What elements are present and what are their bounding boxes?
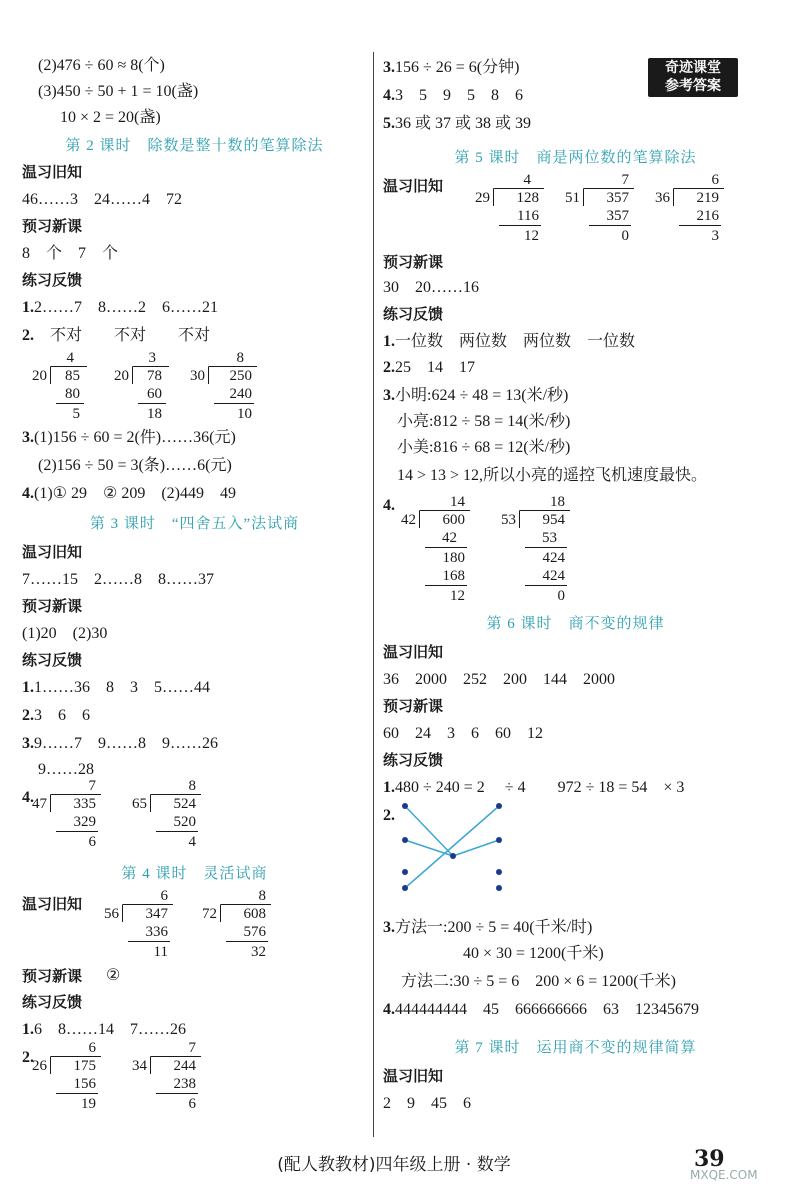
answer-text: 2……7 8……2 6……21 — [34, 299, 219, 316]
division-bracket — [50, 1056, 51, 1074]
division-bar — [584, 188, 634, 189]
subtract-line — [56, 831, 98, 832]
lesson-title: 第 6 课时 商不变的规律 — [486, 616, 665, 632]
item-number: 2. — [22, 1049, 34, 1066]
answer-line: 10 × 2 = 20(盏) — [60, 109, 161, 126]
long-division — [655, 172, 727, 248]
answer-line — [22, 1020, 186, 1040]
division-bracket — [150, 794, 151, 812]
division-bar — [51, 794, 101, 795]
section-heading: 预习新课 — [383, 697, 444, 715]
partial-product: 329 — [73, 814, 96, 830]
match-dot — [496, 869, 502, 875]
dividend: 347 — [145, 906, 168, 922]
badge-line2: 参考答案 — [665, 78, 721, 94]
subtract-line — [138, 403, 166, 404]
dividend: 78 — [147, 368, 162, 384]
division-bar — [221, 904, 271, 905]
match-dot — [402, 885, 408, 891]
division-bar — [51, 366, 87, 367]
subtract-line — [425, 585, 467, 586]
section-heading: 温习旧知 — [383, 643, 444, 661]
subtract-line — [499, 225, 541, 226]
answer-line — [383, 918, 592, 938]
item-number: 1. — [22, 1021, 34, 1038]
answer-line — [383, 332, 635, 352]
long-division — [132, 778, 204, 854]
dividend: 524 — [173, 796, 196, 812]
match-dot — [496, 803, 502, 809]
answer-line: 9……28 — [38, 761, 94, 778]
section-heading: 预习新课 — [22, 217, 83, 235]
subtract-line — [156, 831, 198, 832]
division-bracket — [493, 188, 494, 206]
answer-text: 小明:624 ÷ 48 = 13(米/秒) — [395, 387, 569, 404]
divisor: 53 — [501, 512, 516, 528]
section-heading: 练习反馈 — [383, 751, 444, 769]
answer-text: 6 8……14 7……26 — [34, 1021, 187, 1038]
long-division — [401, 494, 473, 606]
answer-text: 444444444 45 666666666 63 12345679 — [395, 1001, 700, 1018]
quotient: 6 — [160, 888, 168, 904]
long-division — [32, 778, 104, 854]
section-heading: 练习反馈 — [22, 651, 83, 669]
dividend: 85 — [65, 368, 80, 384]
answer-line: 30 20……16 — [383, 279, 480, 296]
answer-line: 8 个 7 个 — [22, 245, 119, 262]
partial-product: 576 — [243, 924, 266, 940]
divisor: 29 — [475, 190, 490, 206]
item-number: 4. — [22, 789, 34, 806]
match-dot — [402, 869, 408, 875]
partial-product: 424 — [542, 568, 565, 584]
partial-product: 336 — [145, 924, 168, 940]
match-dot — [496, 837, 502, 843]
divisor: 20 — [32, 368, 47, 384]
remainder: 6 — [88, 834, 96, 850]
quotient: 4 — [66, 350, 74, 366]
subtract-line — [679, 225, 721, 226]
answer-text: 方法一:200 ÷ 5 = 40(千米/时) — [395, 919, 593, 936]
answer-line — [22, 298, 218, 318]
partial-product: 240 — [229, 386, 252, 402]
answer-line — [22, 428, 236, 448]
dividend: 608 — [243, 906, 266, 922]
answer-line — [383, 86, 523, 106]
answer-line: 小美:816 ÷ 68 = 12(米/秒) — [397, 439, 571, 456]
division-bar — [494, 188, 544, 189]
partial-product: 156 — [73, 1076, 96, 1092]
answer-line: 40 × 30 = 1200(千米) — [463, 945, 604, 962]
section-heading: 练习反馈 — [22, 993, 83, 1011]
divisor: 42 — [401, 512, 416, 528]
subtract-line — [525, 547, 567, 548]
section-heading: 练习反馈 — [383, 305, 444, 323]
dividend: 250 — [229, 368, 252, 384]
item-number: 2. — [22, 327, 34, 344]
answer-text: 3 6 6 — [34, 707, 91, 724]
long-division — [32, 1040, 104, 1116]
match-dot — [496, 885, 502, 891]
page-footer — [0, 1150, 788, 1175]
division-bracket — [150, 1056, 151, 1074]
section-heading: 温习旧知 — [383, 1067, 444, 1085]
subtract-line — [425, 547, 467, 548]
division-bracket — [220, 904, 221, 922]
divisor: 51 — [565, 190, 580, 206]
section-heading: 温习旧知 — [22, 163, 83, 181]
dividend: 219 — [696, 190, 719, 206]
item-number: 3. — [22, 735, 34, 752]
answer-line: (3)450 ÷ 50 + 1 = 10(盏) — [38, 83, 199, 100]
answer-text: 一位数 两位数 两位数 一位数 — [395, 333, 636, 350]
answer-line — [22, 706, 90, 726]
item-number: 3. — [22, 429, 34, 446]
division-bracket — [50, 794, 51, 812]
division-bar — [51, 1056, 101, 1057]
answer-text: (1)① 29 ② 209 (2)449 49 — [34, 485, 237, 502]
item-number: 3. — [383, 387, 395, 404]
answer-text: 156 ÷ 26 = 6(分钟) — [395, 59, 520, 76]
item-number: 1. — [383, 333, 395, 350]
answer-line: 46……3 24……4 72 — [22, 191, 183, 208]
answer-line: 7……15 2……8 8……37 — [22, 571, 215, 588]
division-bar — [151, 794, 201, 795]
answer-line — [22, 678, 210, 698]
remainder: 12 — [524, 228, 539, 244]
remainder: 3 — [711, 228, 719, 244]
section-heading: 预习新课 — [22, 597, 83, 615]
item-number: 3. — [383, 59, 395, 76]
long-division — [501, 494, 573, 606]
dividend: 128 — [516, 190, 539, 206]
answer-line: (2)476 ÷ 60 ≈ 8(个) — [38, 57, 165, 74]
divisor: 36 — [655, 190, 670, 206]
divisor: 30 — [190, 368, 205, 384]
long-division — [190, 350, 260, 426]
division-bracket — [208, 366, 209, 384]
division-bracket — [50, 366, 51, 384]
right-column — [383, 0, 768, 1140]
quotient: 8 — [188, 778, 196, 794]
answer-text: 1……36 8 3 5……44 — [34, 679, 211, 696]
division-bar — [133, 366, 169, 367]
item-number: 2. — [22, 707, 34, 724]
dividend: 600 — [442, 512, 465, 528]
long-division — [475, 172, 547, 248]
dividend: 244 — [173, 1058, 196, 1074]
division-bar — [520, 510, 570, 511]
lesson-title: 第 7 课时 运用商不变的规律简算 — [454, 1040, 697, 1056]
answer-line: (1)20 (2)30 — [22, 625, 108, 642]
remainder: 11 — [153, 944, 168, 960]
section-heading: 温习旧知 — [22, 895, 83, 913]
section-heading: 预习新课 — [383, 253, 444, 271]
answer-line: 14 > 13 > 12,所以小亮的遥控飞机速度最快。 — [397, 467, 708, 484]
quotient: 18 — [550, 494, 565, 510]
answer-line: 60 24 3 6 60 12 — [383, 725, 544, 742]
left-column — [22, 0, 367, 1140]
division-bar — [420, 510, 470, 511]
lesson-title: 第 3 课时 “四舍五入”法试商 — [89, 516, 300, 532]
divisor: 65 — [132, 796, 147, 812]
answer-line — [22, 326, 210, 346]
lesson-title: 第 4 课时 灵活试商 — [121, 866, 268, 882]
subtract-line — [156, 1093, 198, 1094]
item-number: 4. — [383, 1001, 395, 1018]
divisor: 47 — [32, 796, 47, 812]
quotient: 7 — [188, 1040, 196, 1056]
answer-line: 方法二:30 ÷ 5 = 6 200 × 6 = 1200(千米) — [401, 973, 676, 990]
division-bar — [674, 188, 724, 189]
divisor: 34 — [132, 1058, 147, 1074]
item-number: 2. — [383, 359, 395, 376]
answer-text: 3 5 9 5 8 6 — [395, 87, 524, 104]
long-division — [104, 888, 176, 964]
answer-line — [383, 114, 531, 134]
partial-remainder: 180 — [442, 550, 465, 566]
quotient: 6 — [88, 1040, 96, 1056]
dividend: 335 — [73, 796, 96, 812]
partial-product: 357 — [606, 208, 629, 224]
subtract-line — [56, 403, 84, 404]
answer-line — [22, 734, 218, 754]
item-number: 2. — [383, 807, 395, 824]
subtract-line — [525, 585, 567, 586]
partial-product: 520 — [173, 814, 196, 830]
page-number: 39 — [694, 1146, 725, 1172]
division-bracket — [122, 904, 123, 922]
division-bar — [209, 366, 257, 367]
remainder: 6 — [188, 1096, 196, 1112]
quotient: 14 — [450, 494, 465, 510]
answer-line — [383, 778, 684, 798]
remainder: 32 — [251, 944, 266, 960]
answer-line: 2 9 45 6 — [383, 1095, 472, 1112]
answer-text: (1)156 ÷ 60 = 2(件)……36(元) — [34, 429, 236, 446]
division-bar — [151, 1056, 201, 1057]
remainder: 12 — [450, 588, 465, 604]
remainder: 19 — [81, 1096, 96, 1112]
answer-line — [22, 484, 236, 504]
subtract-line — [56, 1093, 98, 1094]
remainder: 0 — [621, 228, 629, 244]
answer-line — [383, 58, 519, 78]
divisor: 56 — [104, 906, 119, 922]
division-bracket — [519, 510, 520, 528]
division-bar — [123, 904, 173, 905]
quotient: 7 — [621, 172, 629, 188]
lesson-title: 第 2 课时 除数是整十数的笔算除法 — [65, 138, 324, 154]
long-division — [132, 1040, 204, 1116]
item-number: 3. — [383, 919, 395, 936]
section-heading: 练习反馈 — [22, 271, 83, 289]
lesson-title: 第 5 课时 商是两位数的笔算除法 — [454, 150, 697, 166]
subtract-line — [214, 403, 254, 404]
quotient: 7 — [88, 778, 96, 794]
column-divider — [373, 52, 374, 1137]
partial-product: 116 — [517, 208, 539, 224]
badge-line1: 奇迹课堂 — [665, 60, 721, 76]
remainder: 18 — [147, 406, 162, 422]
item-number: 4. — [383, 87, 395, 104]
division-bracket — [583, 188, 584, 206]
item-number: 1. — [22, 299, 34, 316]
match-line — [453, 840, 499, 856]
answer-line: 小亮:812 ÷ 58 = 14(米/秒) — [397, 413, 571, 430]
item-number: 5. — [383, 115, 395, 132]
footer-text: (配人教教材)四年级上册 · 数学 — [277, 1155, 511, 1175]
quotient: 8 — [236, 350, 244, 366]
answer-text: 不对 不对 不对 — [34, 327, 211, 344]
dividend: 175 — [73, 1058, 96, 1074]
long-division — [32, 350, 90, 426]
partial-product: 60 — [147, 386, 162, 402]
remainder: 4 — [188, 834, 196, 850]
answer-line: ② — [106, 967, 121, 984]
long-division — [565, 172, 637, 248]
quotient: 6 — [711, 172, 719, 188]
remainder: 10 — [237, 406, 252, 422]
long-division — [202, 888, 274, 964]
answer-text: 9……7 9……8 9……26 — [34, 735, 219, 752]
item-number: 1. — [22, 679, 34, 696]
division-bracket — [673, 188, 674, 206]
match-dot — [450, 853, 456, 859]
partial-product: 216 — [696, 208, 719, 224]
item-number: 1. — [383, 779, 395, 796]
partial-product: 168 — [442, 568, 465, 584]
section-heading: 温习旧知 — [22, 543, 83, 561]
match-line — [405, 806, 499, 888]
answer-line — [383, 496, 395, 516]
quotient: 8 — [258, 888, 266, 904]
divisor: 72 — [202, 906, 217, 922]
subtract-line — [128, 941, 170, 942]
partial-product: 42 — [442, 530, 457, 546]
answer-line — [383, 386, 568, 406]
dividend: 954 — [542, 512, 565, 528]
quotient: 3 — [148, 350, 156, 366]
match-dot — [402, 803, 408, 809]
matching-diagram — [393, 800, 513, 900]
answer-line — [383, 358, 475, 378]
partial-product: 80 — [65, 386, 80, 402]
answer-text: 25 14 17 — [395, 359, 476, 376]
subtract-line — [226, 941, 268, 942]
item-number: 4. — [383, 497, 395, 514]
division-bracket — [419, 510, 420, 528]
section-heading: 预习新课 — [22, 967, 83, 985]
answer-line — [383, 1000, 699, 1020]
remainder: 0 — [557, 588, 565, 604]
division-bracket — [132, 366, 133, 384]
partial-remainder: 424 — [542, 550, 565, 566]
partial-product: 238 — [173, 1076, 196, 1092]
dividend: 357 — [606, 190, 629, 206]
partial-product: 53 — [542, 530, 557, 546]
quotient: 4 — [523, 172, 531, 188]
answer-line: 36 2000 252 200 144 2000 — [383, 671, 616, 688]
item-number: 4. — [22, 485, 34, 502]
remainder: 5 — [72, 406, 80, 422]
section-heading: 温习旧知 — [383, 177, 444, 195]
long-division — [114, 350, 172, 426]
watermark: MXQE.COM — [690, 1168, 758, 1182]
answer-text: 480 ÷ 240 = 2 ÷ 4 972 ÷ 18 = 54 × 3 — [395, 779, 685, 796]
answer-line: (2)156 ÷ 50 = 3(条)……6(元) — [38, 457, 232, 474]
divisor: 26 — [32, 1058, 47, 1074]
match-dot — [402, 837, 408, 843]
subtract-line — [589, 225, 631, 226]
divisor: 20 — [114, 368, 129, 384]
answer-text: 36 或 37 或 38 或 39 — [395, 115, 532, 132]
